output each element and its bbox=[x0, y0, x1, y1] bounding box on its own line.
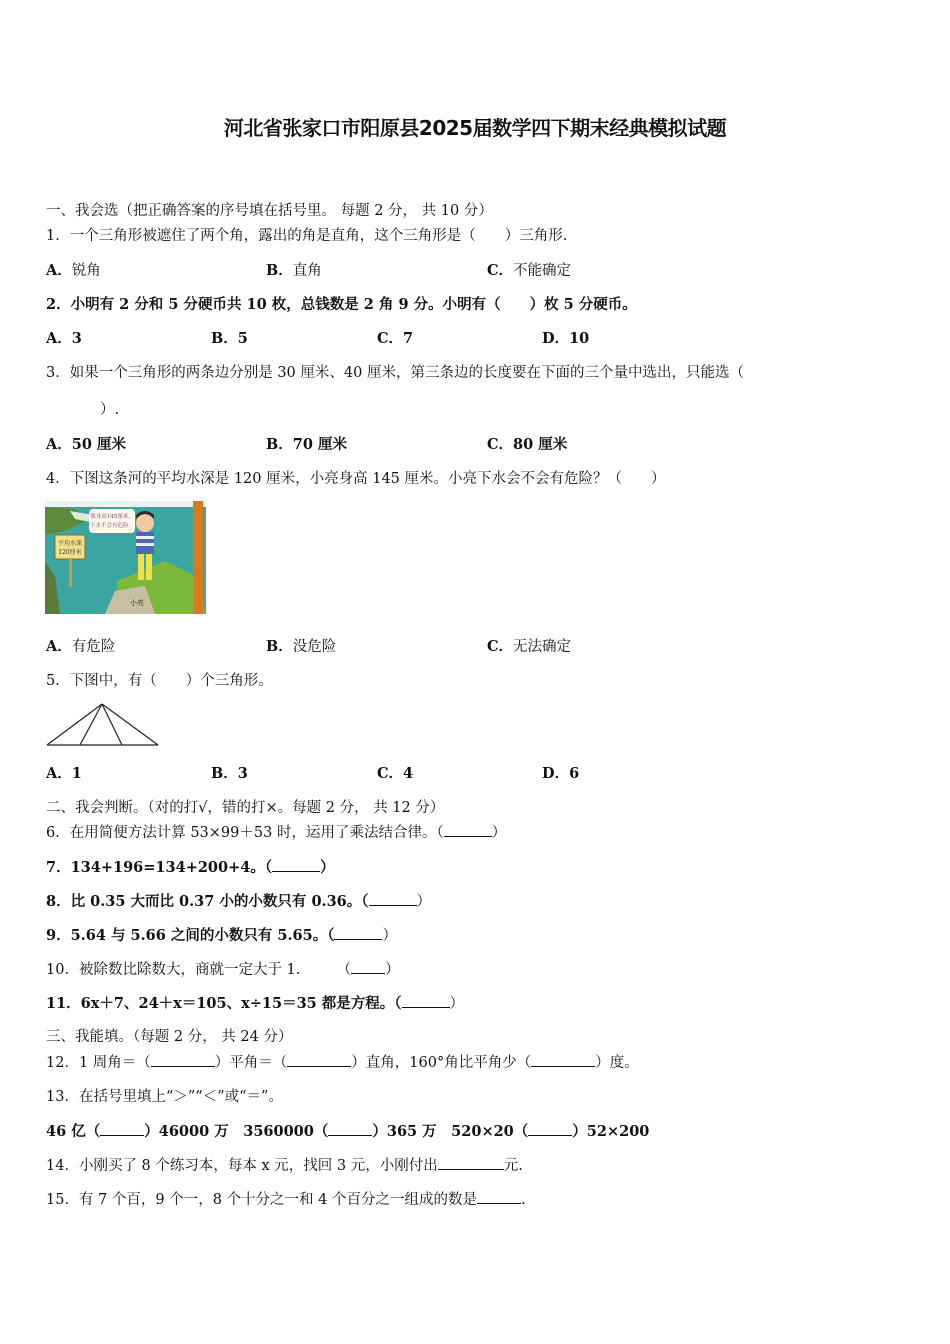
option-key: B． bbox=[266, 262, 293, 279]
question-tail: 元. bbox=[503, 1158, 523, 1174]
question-tail: . bbox=[521, 1192, 526, 1208]
question-text: ）度。 bbox=[595, 1055, 639, 1071]
question-11 bbox=[46, 993, 464, 1014]
q5-option-a[interactable] bbox=[46, 764, 82, 784]
question-text: 11．6x＋7、24＋x＝105、x÷15＝35 都是方程。（ bbox=[46, 995, 402, 1012]
option-key: D． bbox=[542, 330, 570, 347]
q2-option-b[interactable] bbox=[211, 329, 248, 349]
question-text: 7．134+196=134+200+4。（ bbox=[46, 859, 273, 876]
option-key: D． bbox=[542, 765, 570, 782]
question-tail: ） bbox=[491, 825, 507, 841]
compare-text: ）52×200 bbox=[572, 1123, 650, 1140]
option-text: 1 bbox=[71, 765, 82, 782]
option-key: A． bbox=[46, 262, 72, 279]
compare-text: 46 亿（ bbox=[46, 1123, 101, 1140]
question-tail: ） bbox=[385, 962, 400, 978]
option-text: 10 bbox=[569, 330, 590, 347]
answer-blank[interactable] bbox=[272, 857, 320, 872]
section-heading-2: 二、我会判断。（对的打√，错的打×。每题 2 分， 共 12 分） bbox=[46, 800, 445, 816]
river-scene-icon bbox=[45, 501, 206, 614]
question-5: 5．下图中，有（ ）个三角形。 bbox=[46, 673, 273, 689]
svg-text:小亮: 小亮 bbox=[130, 599, 144, 607]
option-text: 不能确定 bbox=[513, 263, 572, 279]
river-illustration bbox=[45, 501, 206, 614]
q5-option-b[interactable] bbox=[211, 764, 248, 784]
answer-blank[interactable] bbox=[334, 925, 382, 940]
question-3: 3．如果一个三角形的两条边分别是 30 厘米、40 厘米，第三条边的长度要在下面的三个量中选出，只能选（ bbox=[46, 365, 744, 381]
answer-blank[interactable] bbox=[444, 822, 492, 837]
option-key: A． bbox=[46, 436, 72, 453]
svg-text:我身高145厘米，: 我身高145厘米， bbox=[90, 514, 134, 520]
answer-blank-2[interactable] bbox=[328, 1121, 372, 1136]
q1-option-b[interactable] bbox=[266, 261, 322, 281]
q2-option-a[interactable] bbox=[46, 329, 82, 349]
question-13: 13．在括号里填上“＞”“＜”或“＝”。 bbox=[46, 1089, 283, 1105]
option-key: B． bbox=[266, 638, 293, 655]
question-9 bbox=[46, 925, 397, 946]
answer-blank-3[interactable] bbox=[528, 1121, 572, 1136]
answer-blank-2[interactable] bbox=[287, 1052, 351, 1067]
section-heading-3: 三、我能填。（每题 2 分， 共 24 分） bbox=[46, 1029, 293, 1045]
question-15 bbox=[46, 1189, 526, 1210]
question-tail: ） bbox=[382, 928, 397, 944]
option-key: C． bbox=[487, 262, 514, 279]
question-1: 1．一个三角形被遮住了两个角，露出的角是直角，这个三角形是（ ）三角形. bbox=[46, 228, 568, 244]
question-tail: ） bbox=[320, 859, 335, 876]
question-4: 4．下图这条河的平均水深是 120 厘米，小亮身高 145 厘米。小亮下水会不会有危险？（ ） bbox=[46, 471, 666, 487]
question-text: 12．1 周角＝（ bbox=[46, 1055, 151, 1071]
answer-blank-3[interactable] bbox=[531, 1052, 595, 1067]
option-text: 有危险 bbox=[71, 639, 116, 655]
question-text: 8．比 0.35 大而比 0.37 小的小数只有 0.36。（ bbox=[46, 893, 369, 910]
q1-option-a[interactable] bbox=[46, 261, 101, 281]
question-3-continuation: ）. bbox=[100, 402, 120, 418]
option-text: 没危险 bbox=[292, 639, 337, 655]
question-6 bbox=[46, 822, 506, 843]
question-text: 10．被除数比除数大，商就一定大于 1. （ bbox=[46, 962, 352, 978]
option-text: 锐角 bbox=[71, 263, 101, 279]
q2-option-c[interactable] bbox=[377, 329, 413, 349]
option-text: 6 bbox=[569, 765, 580, 782]
option-text: 直角 bbox=[292, 263, 322, 279]
compare-text: ）365 万 520×20（ bbox=[372, 1123, 529, 1140]
question-text: 14．小刚买了 8 个练习本，每本 x 元，找回 3 元，小刚付出 bbox=[46, 1158, 438, 1174]
option-key: C． bbox=[377, 765, 404, 782]
option-text: 70 厘米 bbox=[292, 436, 347, 453]
compare-text: ）46000 万 3560000（ bbox=[144, 1123, 329, 1140]
question-tail: ） bbox=[416, 894, 432, 910]
option-text: 80 厘米 bbox=[513, 436, 568, 453]
svg-text:下水不会有危险。: 下水不会有危险。 bbox=[89, 523, 135, 529]
option-text: 4 bbox=[403, 765, 414, 782]
option-key: B． bbox=[266, 436, 293, 453]
question-text: 15．有 7 个百，9 个一，8 个十分之一和 4 个百分之一组成的数是 bbox=[46, 1192, 478, 1208]
q3-option-b[interactable] bbox=[266, 435, 347, 455]
triangle-figure-icon bbox=[46, 703, 160, 747]
option-key: C． bbox=[487, 638, 514, 655]
answer-blank[interactable] bbox=[351, 959, 385, 974]
question-text: 9．5.64 与 5.66 之间的小数只有 5.65。（ bbox=[46, 927, 335, 944]
option-text: 无法确定 bbox=[513, 639, 572, 655]
option-text: 50 厘米 bbox=[71, 436, 126, 453]
question-8 bbox=[46, 891, 431, 912]
question-12 bbox=[46, 1052, 639, 1073]
answer-blank[interactable] bbox=[402, 993, 450, 1008]
question-13-comparisons bbox=[46, 1121, 649, 1142]
question-text: 6．在用简便方法计算 53×99＋53 时，运用了乘法结合律。（ bbox=[46, 825, 444, 841]
q4-option-b[interactable] bbox=[266, 637, 336, 657]
q3-option-a[interactable] bbox=[46, 435, 126, 455]
answer-blank-1[interactable] bbox=[151, 1052, 215, 1067]
svg-text:120厘米: 120厘米 bbox=[58, 549, 82, 556]
option-key: A． bbox=[46, 330, 72, 347]
option-text: 3 bbox=[237, 765, 248, 782]
question-text: ）直角，160°角比平角少（ bbox=[351, 1055, 532, 1071]
option-key: B． bbox=[211, 765, 238, 782]
option-key: A． bbox=[46, 638, 72, 655]
option-key: A． bbox=[46, 765, 72, 782]
section-heading-1: 一、我会选（把正确答案的序号填在括号里。 每题 2 分， 共 10 分） bbox=[46, 203, 493, 219]
q3-option-c[interactable] bbox=[487, 435, 567, 455]
q5-option-d[interactable] bbox=[542, 764, 579, 784]
svg-text:平均水深: 平均水深 bbox=[57, 540, 83, 547]
option-key: B． bbox=[211, 330, 238, 347]
question-text: ）平角＝（ bbox=[214, 1055, 288, 1071]
option-text: 5 bbox=[237, 330, 248, 347]
q4-option-c[interactable] bbox=[487, 637, 571, 657]
answer-blank[interactable] bbox=[438, 1155, 504, 1170]
q1-option-c[interactable] bbox=[487, 261, 571, 281]
page-title: 河北省张家口市阳原县2025届数学四下期末经典模拟试题 bbox=[223, 116, 727, 140]
answer-blank[interactable] bbox=[477, 1189, 521, 1204]
answer-blank-1[interactable] bbox=[100, 1121, 144, 1136]
option-text: 3 bbox=[71, 330, 82, 347]
option-key: C． bbox=[377, 330, 404, 347]
q4-option-a[interactable] bbox=[46, 637, 115, 657]
question-tail: ） bbox=[449, 996, 465, 1012]
q2-option-d[interactable] bbox=[542, 329, 589, 349]
question-10 bbox=[46, 959, 400, 980]
question-7 bbox=[46, 857, 335, 878]
option-key: C． bbox=[487, 436, 514, 453]
question-14 bbox=[46, 1155, 523, 1176]
question-2: 2．小明有 2 分和 5 分硬币共 10 枚，总钱数是 2 角 9 分。小明有（ ）枚 5 分硬币。 bbox=[46, 296, 637, 313]
answer-blank[interactable] bbox=[369, 891, 417, 906]
option-text: 7 bbox=[403, 330, 414, 347]
q5-option-c[interactable] bbox=[377, 764, 413, 784]
